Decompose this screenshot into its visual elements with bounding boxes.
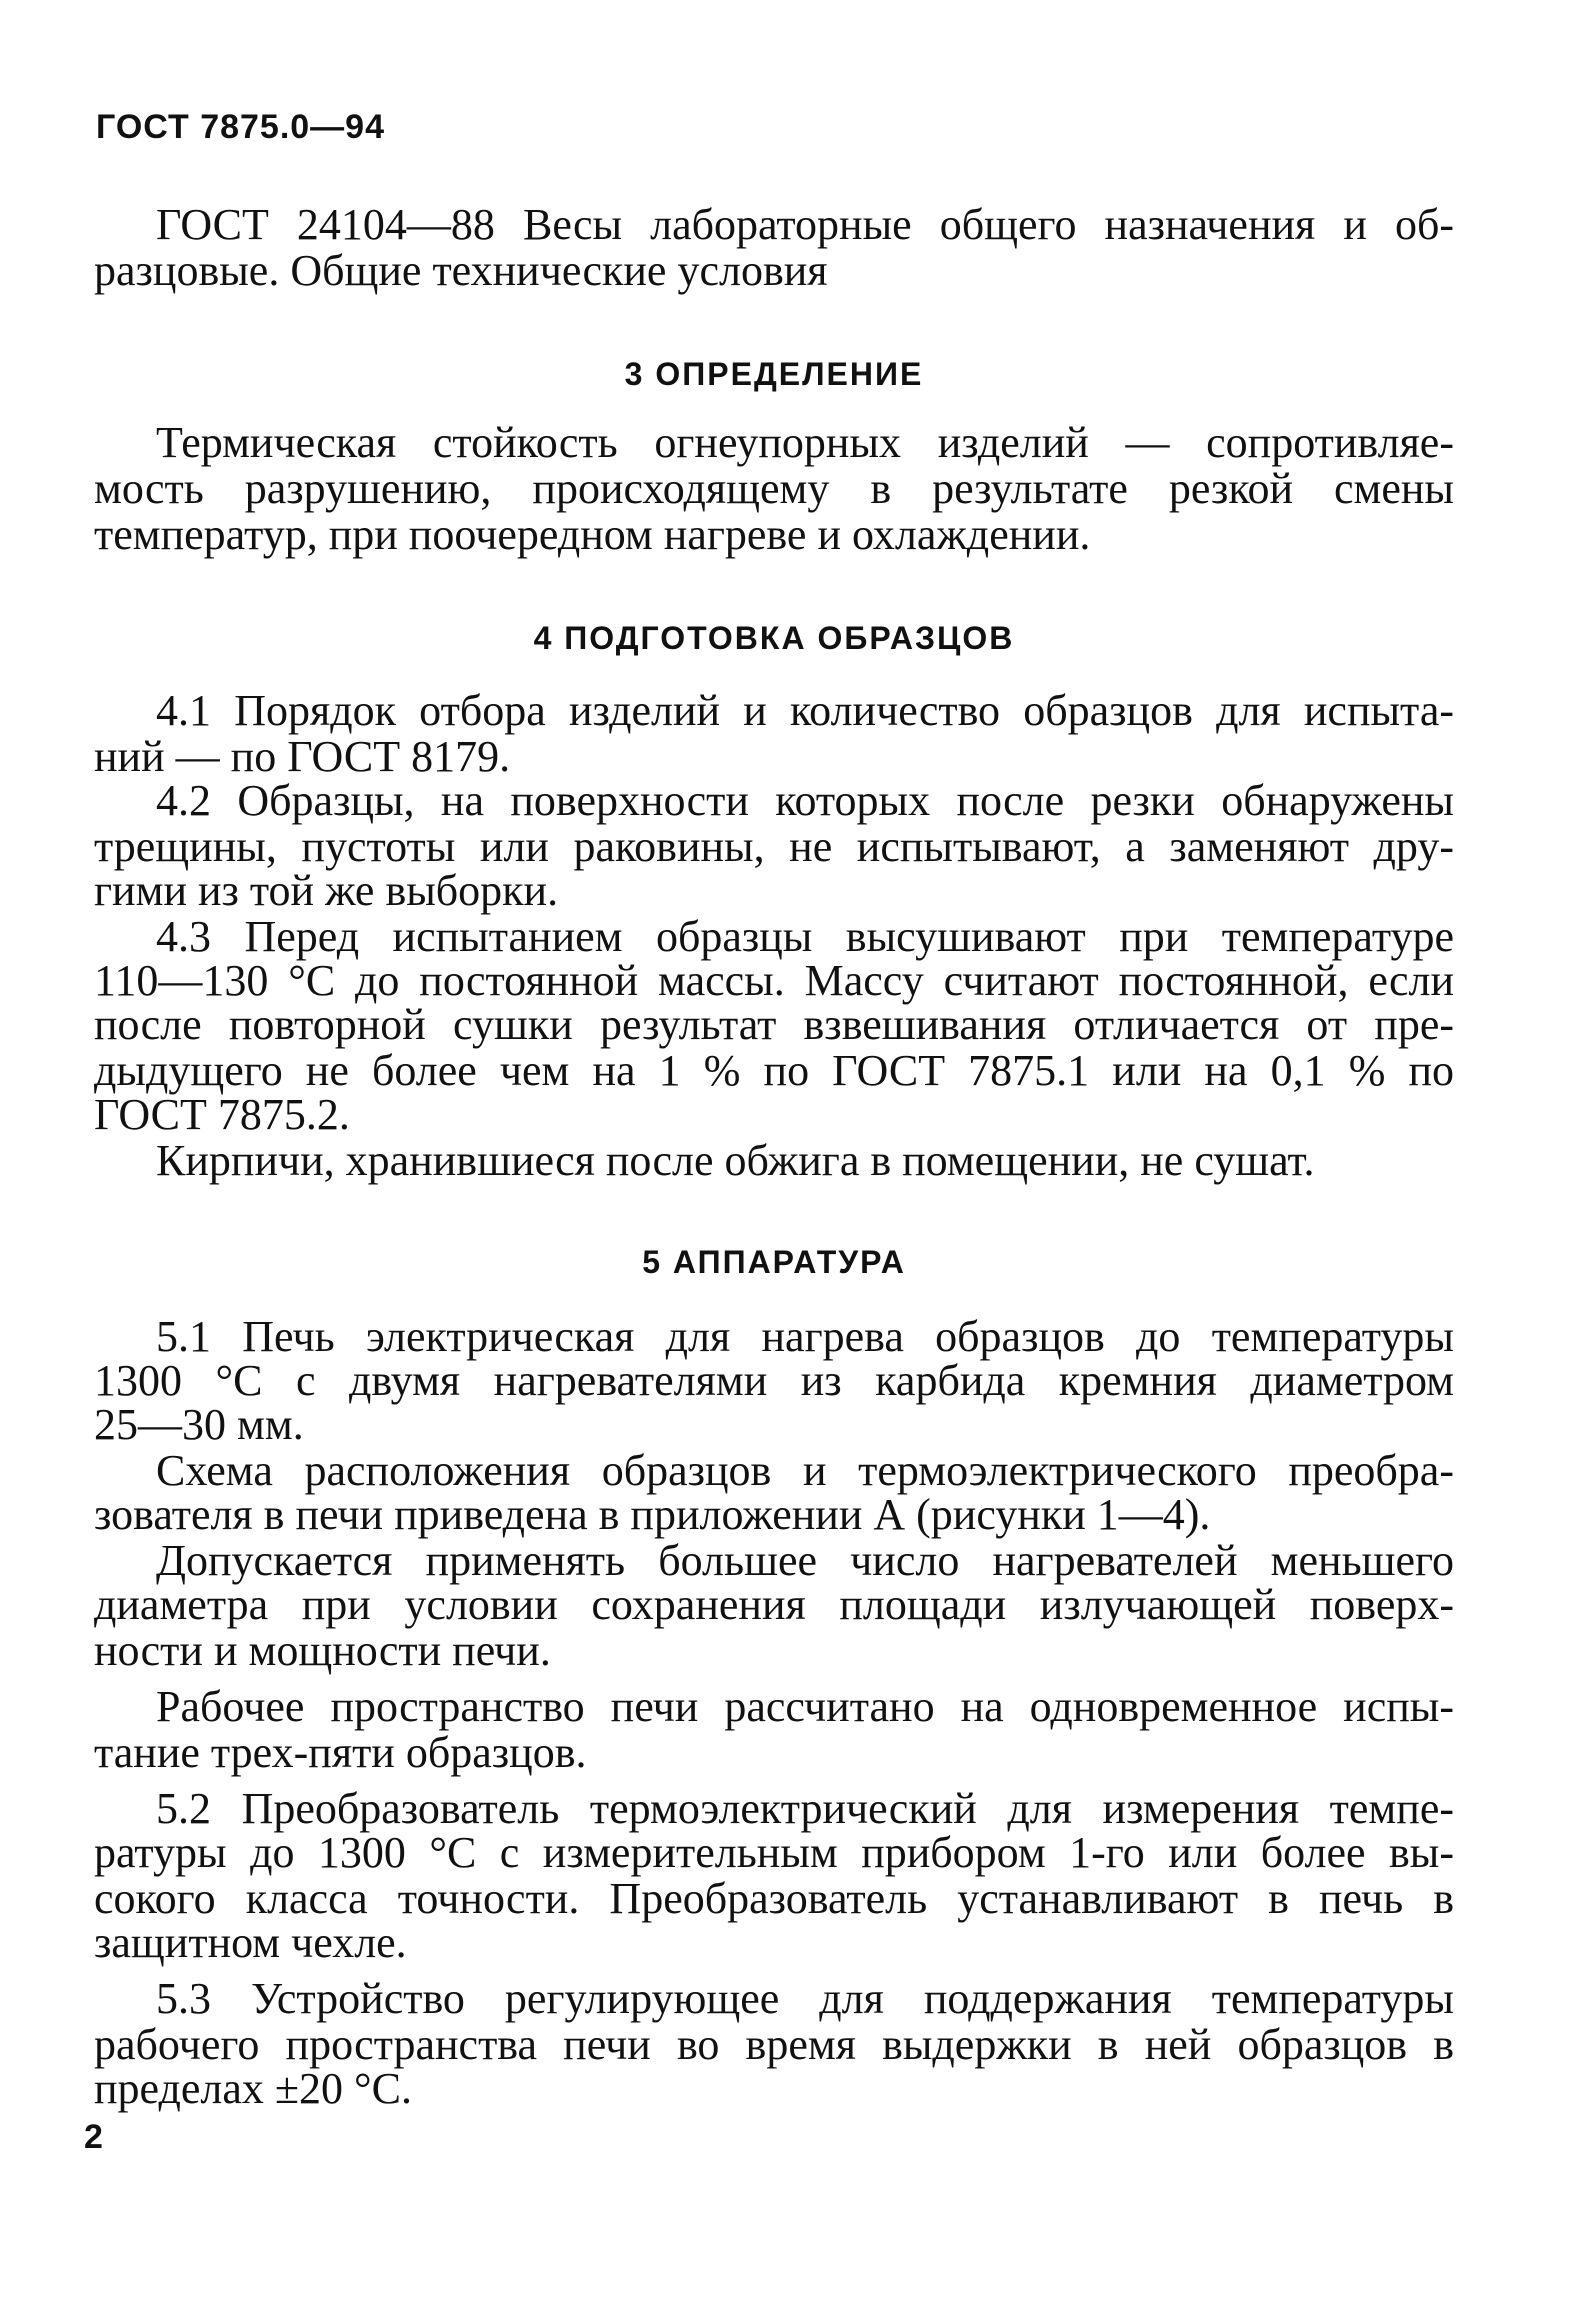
text-line: 5.3 Устройство регулирующее для поддержания температуры [156,1974,1454,2023]
text-line: дыдущего не более чем на 1 % по ГОСТ 7875.1 или на 0,1 % по [94,1046,1454,1095]
text-line: сокого класса точности. Преобразователь устанавливают в печь в [94,1874,1454,1923]
text-line: рабочего пространства печи во время выдержки в ней образцов в [94,2020,1454,2069]
text-line: Рабочее пространство печи рассчитано на одновременное испы- [156,1682,1454,1731]
text-line: температур, при поочередном нагреве и охлаждении. [94,510,1091,559]
text-line: диаметра при условии сохранения площади излучающей поверх- [94,1580,1454,1629]
text-line: Схема расположения образцов и термоэлектрического преобра- [156,1446,1454,1495]
text-line: зователя в печи приведена в приложении А (рисунки 1—4). [94,1490,1211,1539]
text-line: Кирпичи, хранившиеся после обжига в помещении, не сушат. [156,1136,1315,1185]
text-line: гими из той же выборки. [94,866,559,915]
page-number: 2 [84,2118,103,2156]
section-heading: 5 АППАРАТУРА [642,1244,906,1280]
text-line: ГОСТ 24104—88 Весы лабораторные общего назначения и об- [156,200,1454,249]
text-line: 1300 °С с двумя нагревателями из карбида кремния диаметром [94,1356,1454,1405]
text-line: 5.2 Преобразователь термоэлектрический для измерения темпе- [156,1784,1454,1833]
text-line: Допускается применять большее число нагревателей меньшего [156,1536,1454,1585]
section-heading: 4 ПОДГОТОВКА ОБРАЗЦОВ [533,620,1015,656]
text-line: 25—30 мм. [94,1400,304,1449]
text-line: после повторной сушки результат взвешивания отличается от пре- [94,1000,1454,1049]
text-line: трещины, пустоты или раковины, не испытывают, а заменяют дру- [94,822,1454,871]
text-line: Термическая стойкость огнеупорных изделий — сопротивляе- [156,418,1454,467]
text-line: ний — по ГОСТ 8179. [94,732,511,781]
text-line: 5.1 Печь электрическая для нагрева образцов до температуры [156,1312,1454,1361]
text-line: ности и мощности печи. [94,1626,551,1675]
text-line: тание трех-пяти образцов. [94,1728,587,1777]
text-line: ратуры до 1300 °С с измерительным прибором 1-го или более вы- [94,1828,1454,1877]
text-line: мость разрушению, происходящему в результате резкой смены [94,464,1454,513]
text-line: ГОСТ 7875.2. [94,1090,350,1139]
text-line: 4.2 Образцы, на поверхности которых после резки обнаружены [156,776,1454,825]
text-line: разцовые. Общие технические условия [94,246,828,295]
section-heading: 3 ОПРЕДЕЛЕНИЕ [624,356,924,392]
text-line: 110—130 °С до постоянной массы. Массу считают постоянной, если [94,956,1454,1005]
document-header: ГОСТ 7875.0—94 [96,108,386,146]
text-line: защитном чехле. [94,1918,407,1967]
text-line: 4.3 Перед испытанием образцы высушивают при температуре [156,912,1454,961]
text-line: пределах ±20 °С. [94,2064,412,2113]
text-line: 4.1 Порядок отбора изделий и количество образцов для испыта- [156,686,1454,735]
